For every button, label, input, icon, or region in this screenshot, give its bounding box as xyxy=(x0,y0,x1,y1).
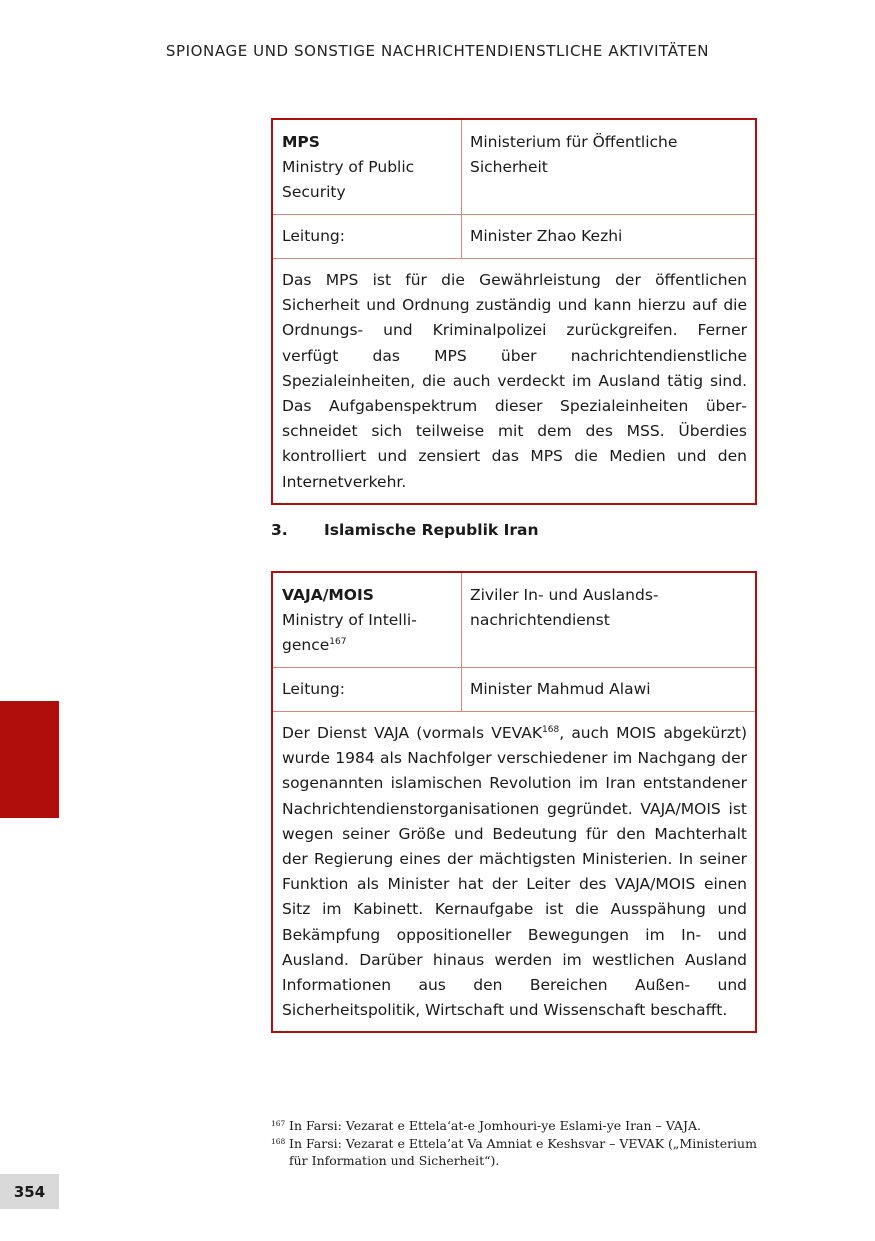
name-row xyxy=(273,573,755,668)
footnotes xyxy=(271,1117,757,1170)
footnote-text: In Farsi: Vezarat e Ettela’at Va Amniat e Keshsvar – VEVAK („Ministerium für Information und Sicherheit“). xyxy=(289,1136,757,1168)
agency-german-name: Ziviler In- und Auslandsnachrichtendienst xyxy=(470,586,659,629)
page-number: 354 xyxy=(0,1174,59,1209)
agency-description: Das MPS ist für die Gewährleistung der öffentlichen Sicherheit und Ordnung zuständig und kann hierzu auf die Ordnungs- und Kriminalpolizei zurückgreifen. Ferner verfügt das MPS über nachrichtendienstliche Spezialeinheiten, die auch verdeckt im Ausland tätig sind. Das Aufgabenspektrum dieser Spezialeinheiten überschneidet sich teilweise mit dem des MSS. Überdies kontrolliert und zensiert das MPS die Medien und den Internetverkehr. xyxy=(282,271,747,491)
footnote-ref: 168 xyxy=(542,724,560,735)
section-number: 3. xyxy=(271,521,288,539)
name-cell xyxy=(273,573,462,667)
section-heading xyxy=(271,521,539,539)
agency-english-name: Ministry of Intelligence xyxy=(282,611,417,654)
running-header: SPIONAGE UND SONSTIGE NACHRICHTENDIENSTLICHE AKTIVITÄTEN xyxy=(165,42,710,60)
description-part-1: Der Dienst VAJA (vormals VEVAK xyxy=(282,724,543,742)
name-row xyxy=(273,120,755,215)
leadership-label: Leitung: xyxy=(273,215,462,258)
section-title: Islamische Republik Iran xyxy=(324,521,539,539)
footnote xyxy=(271,1117,757,1134)
footnote-mark: 168 xyxy=(271,1137,286,1146)
agency-german-name: Ministerium für Öffentliche Sicherheit xyxy=(470,133,678,176)
info-box-mps xyxy=(271,118,757,505)
info-box-vaja xyxy=(271,571,757,1033)
description-part-2: , auch MOIS abgekürzt) wurde 1984 als Nachfolger verschiedener im Nachgang der sogenannten islamischen Revolution im Iran entstandener Nachrichtendienstorganisationen gegründet. VAJA/MOIS ist wegen seiner Größe und Bedeutung für den Machterhalt der Regierung eines der mächtigsten Ministerien. In seiner Funktion als Minister hat der Leiter des VAJA/MOIS einen Sitz im Kabinett. Kernaufgabe ist die Ausspähung und Bekämpfung oppositioneller Bewegungen im In- und Ausland. Darüber hinaus werden im westlichen Ausland Informationen aus den Bereichen Außen- und Sicherheitspolitik, Wirtschaft und Wissenschaft beschafft. xyxy=(282,724,748,1020)
leadership-value: Minister Mahmud Alawi xyxy=(470,680,651,698)
footnote-text: In Farsi: Vezarat e Ettela‘at-e Jomhouri-ye Eslami-ye Iran – VAJA. xyxy=(289,1118,701,1133)
agency-abbreviation: MPS xyxy=(282,133,320,151)
chapter-tab xyxy=(0,701,59,818)
footnote-ref: 167 xyxy=(329,636,347,647)
leadership-value: Minister Zhao Kezhi xyxy=(470,227,623,245)
footnote xyxy=(271,1135,757,1169)
leadership-row xyxy=(273,215,755,259)
agency-description xyxy=(273,712,755,1031)
name-cell xyxy=(273,120,462,214)
leadership-row xyxy=(273,668,755,712)
footnote-mark: 167 xyxy=(271,1119,286,1128)
agency-english-name: Ministry of Public Security xyxy=(282,158,415,201)
agency-abbreviation: VAJA/MOIS xyxy=(282,586,374,604)
leadership-label: Leitung: xyxy=(273,668,462,711)
